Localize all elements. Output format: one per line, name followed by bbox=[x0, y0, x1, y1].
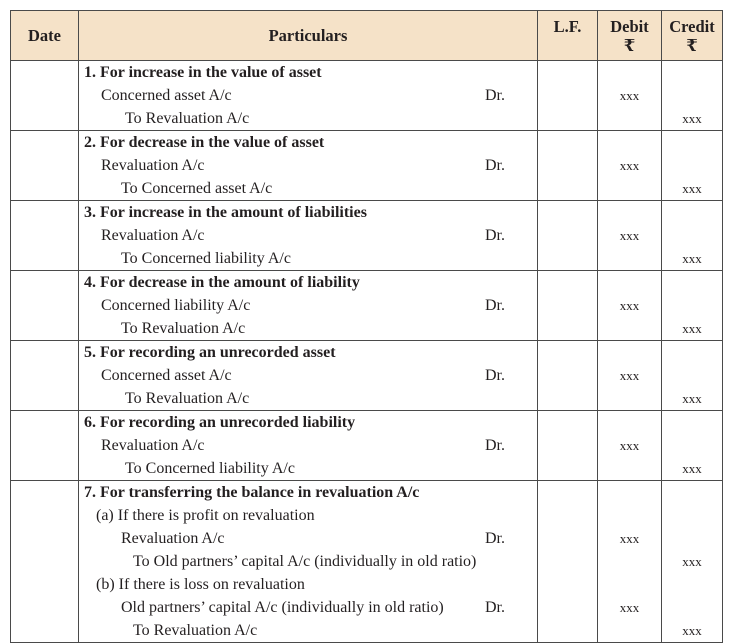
date-cell bbox=[11, 411, 79, 481]
dr-label: Dr. bbox=[485, 437, 505, 454]
debit-account-line bbox=[79, 224, 537, 247]
credit-cell bbox=[662, 481, 723, 643]
date-column-header: Date bbox=[11, 11, 79, 61]
particulars-cell bbox=[79, 131, 538, 201]
lf-cell bbox=[538, 411, 598, 481]
debit-amount: xxx bbox=[619, 88, 640, 103]
lf-column-header: L.F. bbox=[538, 11, 598, 61]
dr-label: Dr. bbox=[485, 367, 505, 384]
journal-entry-row bbox=[11, 271, 723, 341]
debit-cell bbox=[598, 411, 662, 481]
entry-heading: 7. For transferring the balance in revaluation A/c bbox=[84, 484, 420, 501]
credit-cell bbox=[662, 411, 723, 481]
journal-entry-row bbox=[11, 201, 723, 271]
lf-cell bbox=[538, 481, 598, 643]
case-a-label: (a) If there is profit on revaluation bbox=[96, 507, 315, 524]
date-cell bbox=[11, 201, 79, 271]
particulars-cell bbox=[79, 61, 538, 131]
credit-currency-symbol: ₹ bbox=[686, 36, 698, 55]
debit-account-line bbox=[79, 364, 537, 387]
debit-cell bbox=[598, 271, 662, 341]
dr-label: Dr. bbox=[485, 227, 505, 244]
debit-account-line bbox=[79, 434, 537, 457]
entry-heading: 4. For decrease in the amount of liability bbox=[84, 274, 360, 291]
debit-column-header bbox=[598, 11, 662, 61]
debit-amount: xxx bbox=[619, 438, 640, 453]
date-cell bbox=[11, 131, 79, 201]
table-header-row bbox=[11, 11, 723, 61]
credit-amount: xxx bbox=[682, 251, 702, 266]
debit-account: Revaluation A/c bbox=[101, 227, 205, 244]
entry-heading: 1. For increase in the value of asset bbox=[84, 64, 322, 81]
debit-cell bbox=[598, 481, 662, 643]
lf-cell bbox=[538, 201, 598, 271]
credit-cell bbox=[662, 201, 723, 271]
debit-account-line bbox=[79, 84, 537, 107]
journal-entry-row bbox=[11, 61, 723, 131]
date-cell bbox=[11, 61, 79, 131]
debit-account-line bbox=[79, 294, 537, 317]
debit-account: Concerned asset A/c bbox=[101, 367, 232, 384]
debit-header-label: Debit bbox=[610, 17, 649, 36]
date-cell bbox=[11, 481, 79, 643]
credit-account-line: To Revaluation A/c bbox=[133, 622, 258, 639]
debit-amount: xxx bbox=[619, 158, 640, 173]
credit-header-label: Credit bbox=[669, 17, 715, 36]
dr-label: Dr. bbox=[485, 530, 505, 547]
credit-cell bbox=[662, 61, 723, 131]
credit-account-line: To Concerned liability A/c bbox=[121, 250, 291, 267]
entry-heading: 2. For decrease in the value of asset bbox=[84, 134, 325, 151]
journal-entry-row bbox=[11, 481, 723, 643]
case-b-label: (b) If there is loss on revaluation bbox=[96, 576, 305, 593]
credit-cell bbox=[662, 341, 723, 411]
particulars-cell bbox=[79, 341, 538, 411]
debit-amount: xxx bbox=[619, 228, 640, 243]
credit-amount: xxx bbox=[682, 111, 702, 126]
lf-cell bbox=[538, 61, 598, 131]
debit-currency-symbol: ₹ bbox=[623, 36, 636, 55]
credit-account-line: To Revaluation A/c bbox=[125, 390, 250, 407]
date-cell bbox=[11, 271, 79, 341]
credit-amount: xxx bbox=[682, 623, 702, 638]
debit-account-line bbox=[79, 596, 537, 619]
debit-amount: xxx bbox=[619, 368, 640, 383]
dr-label: Dr. bbox=[485, 157, 505, 174]
debit-account: Concerned liability A/c bbox=[101, 297, 251, 314]
credit-amount: xxx bbox=[682, 321, 702, 336]
debit-amount: xxx bbox=[619, 600, 640, 615]
date-cell bbox=[11, 341, 79, 411]
debit-account: Revaluation A/c bbox=[101, 157, 205, 174]
debit-account: Revaluation A/c bbox=[101, 437, 205, 454]
credit-cell bbox=[662, 271, 723, 341]
particulars-cell bbox=[79, 481, 538, 643]
journal-entry-row bbox=[11, 411, 723, 481]
debit-amount: xxx bbox=[619, 531, 640, 546]
credit-account-line: To Concerned liability A/c bbox=[125, 460, 295, 477]
credit-amount: xxx bbox=[682, 181, 702, 196]
particulars-column-header: Particulars bbox=[79, 11, 538, 61]
credit-amount: xxx bbox=[682, 391, 702, 406]
dr-label: Dr. bbox=[485, 599, 505, 616]
entry-heading: 3. For increase in the amount of liabilities bbox=[84, 204, 367, 221]
debit-cell bbox=[598, 201, 662, 271]
debit-account: Revaluation A/c bbox=[121, 530, 225, 547]
particulars-cell bbox=[79, 411, 538, 481]
credit-account-line: To Concerned asset A/c bbox=[121, 180, 273, 197]
credit-account-line: To Revaluation A/c bbox=[121, 320, 246, 337]
lf-cell bbox=[538, 131, 598, 201]
particulars-cell bbox=[79, 271, 538, 341]
debit-account-line bbox=[79, 527, 537, 550]
credit-amount: xxx bbox=[682, 461, 702, 476]
credit-amount: xxx bbox=[682, 554, 702, 569]
credit-column-header bbox=[662, 11, 723, 61]
journal-entry-row bbox=[11, 131, 723, 201]
debit-account: Concerned asset A/c bbox=[101, 87, 232, 104]
debit-cell bbox=[598, 341, 662, 411]
debit-account: Old partners’ capital A/c (individually in old ratio) bbox=[121, 599, 444, 616]
credit-cell bbox=[662, 131, 723, 201]
credit-account-line: To Old partners’ capital A/c (individually in old ratio) bbox=[133, 553, 477, 570]
debit-cell bbox=[598, 131, 662, 201]
particulars-cell bbox=[79, 201, 538, 271]
debit-amount: xxx bbox=[619, 298, 640, 313]
entry-heading: 5. For recording an unrecorded asset bbox=[84, 344, 336, 361]
credit-account-line: To Revaluation A/c bbox=[125, 110, 250, 127]
dr-label: Dr. bbox=[485, 87, 505, 104]
debit-cell bbox=[598, 61, 662, 131]
lf-cell bbox=[538, 341, 598, 411]
lf-cell bbox=[538, 271, 598, 341]
journal-entries-table bbox=[10, 10, 723, 643]
entry-heading: 6. For recording an unrecorded liability bbox=[84, 414, 356, 431]
journal-entry-row bbox=[11, 341, 723, 411]
debit-account-line bbox=[79, 154, 537, 177]
dr-label: Dr. bbox=[485, 297, 505, 314]
